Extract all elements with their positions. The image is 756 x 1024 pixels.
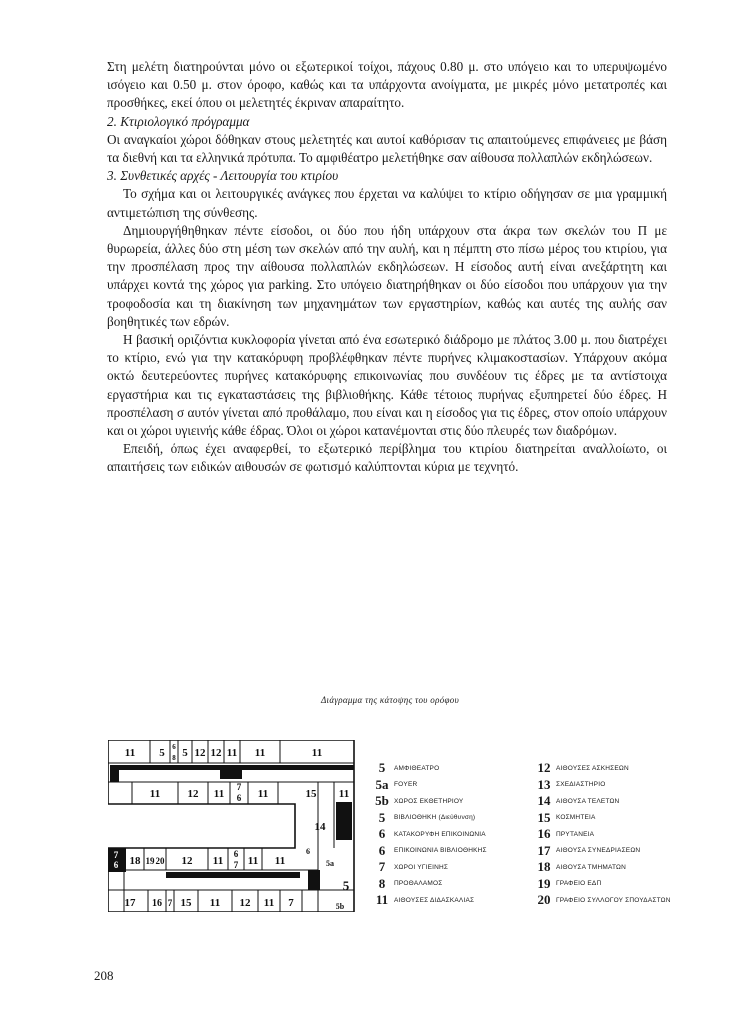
legend-label: ΧΩΡΟΣ ΕΚΘΕΤΗΡΙΟΥ [394,797,464,805]
plan-label: 8 [172,754,176,762]
legend-number: 17 [537,842,551,858]
paragraph: Οι αναγκαίοι χώροι δόθηκαν στους μελετητές και αυτοί καθόρισαν τις απαιτούμενες επιφάνειες με βάση τα διεθνή και τα ελληνικά πρότυπα. Το αμφιθέατρο μελετήθηκε σαν αίθουσα πολλαπλών εκδηλώσεων. [107,131,667,166]
legend-number: 19 [537,875,551,891]
plan-label: 11 [338,788,350,800]
plan-label: 12 [210,747,222,759]
legend-label: ΚΟΣΜΗΤΕΙΑ [556,814,596,822]
plan-label: 17 [124,897,136,909]
legend-item [532,859,671,876]
paragraph: Στη μελέτη διατηρούνται μόνο οι εξωτερικοί τοίχοι, πάχους 0.80 μ. στο υπόγειο και το υπερυψωμένο ισόγειο και 0.50 μ. στον όροφο, καθώς και τα υπάρχοντα ανοίγματα, με μικρές μόνο μετατροπές και προσθήκες, εκεί όπου οι μελετητές έκριναν απαραίτητο. [107,59,667,111]
legend-number: 20 [537,892,551,908]
plan-label: 12 [187,788,199,800]
floor-plan-diagram [108,740,358,912]
legend-item [370,859,487,876]
legend-item [370,876,487,893]
legend-item [370,892,487,909]
legend-item [532,892,671,909]
legend-label: ΚΑΤΑΚΟΡΥΦΗ ΕΠΙΚΟΙΝΩΝΙΑ [394,830,486,838]
legend-item [370,810,487,827]
plan-label: 12 [194,747,206,759]
legend-right [532,760,671,909]
plan-label: 15 [305,788,317,800]
legend-number: 12 [537,760,551,776]
paragraph: Η βασική οριζόντια κυκλοφορία γίνεται από ένα εσωτερικό διάδρομο με πλάτος 3.00 μ. που διατρέχει το κτίριο, ενώ για την κατακόρυφη προβλέφθηκαν πέντε πυρήνες κλιμακοστασίων. Υπάρχουν ακόμα οκτώ δευτερεύοντες πυρήνες κατακόρυφης επικοινωνίας που συνδέουν τις έδρες με τα αντίστοιχα εργαστήρια και τις εγκαταστάσεις της βιβλιοθήκης. Κάθε τέτοιος πυρήνας εξυπηρετεί δύο έδρες. Η προσπέλαση σ αυτόν γίνεται από προθάλαμο, που είναι και η είσοδος για τις έδρες, στον οποίο υπάρχουν και οι χώροι υγιεινής κάθε έδρας. Όλοι οι χώροι κατανέμονται στις δύο πλευρές των διαδρόμων. [107,332,667,439]
legend-label: ΑΙΘΟΥΣΕΣ ΔΙΔΑΣΚΑΛΙΑΣ [394,896,475,904]
legend-number: 5 [378,809,386,825]
legend-item [532,760,671,777]
legend-item [532,843,671,860]
plan-label: 16 [152,898,162,909]
legend-label: ΑΙΘΟΥΣΑ ΣΥΝΕΔΡΙΑΣΕΩΝ [556,847,641,855]
legend-label: ΣΧΕΔΙΑΣΤΗΡΙΟ [556,781,606,789]
legend-number: 5a [375,776,389,792]
legend-number: 5b [375,793,389,809]
legend-number: 6 [378,842,386,858]
legend-item [532,777,671,794]
legend-number: 8 [378,875,386,891]
plan-label: 5b [335,902,345,911]
legend-label: ΓΡΑΦΕΙΟ ΣΥΛΛΟΓΟΥ ΣΠΟΥΔΑΣΤΩΝ [556,896,671,904]
plan-label: 20 [155,856,165,866]
paragraph: Δημιουργήθηθηκαν πέντε είσοδοι, οι δύο που ήδη υπάρχουν στα άκρα των σκελών του Π με θυρωρεία, άλλες δύο στη μέση των σκελών από την αυλή, και η πέμπτη στο πίσω μέρος του κτιρίου, για την προσπέλαση προς την αίθουσα πολλαπλών εκδηλώσεων. Η είσοδος αυτή είναι ανεξάρτητη και υπάρχει κοντά της χώρος για parking. Στο υπόγειο διατηρήθηκαν οι δύο είσοδοι που υπάρχουν για την τροφοδοσία και τη διακίνηση των μηχανημάτων των εργαστηρίων, καθώς και αυτές της αυλής σαν βοηθητικές των εδρών. [107,222,667,329]
body-text [107,58,667,477]
legend-label: ΠΡΟΘΑΛΑΜΟΣ [394,880,443,888]
legend-item [370,826,487,843]
legend-label: ΓΡΑΦΕΙΟ ΕΔΠ [556,880,602,888]
plan-label: 11 [311,747,323,759]
legend-item [532,793,671,810]
page-number: 208 [94,968,114,983]
plan-label: 6 [306,847,310,856]
plan-label: 6 [113,860,119,870]
plan-label: 7 [167,898,173,908]
plan-label: 11 [209,897,221,909]
plan-label: 11 [212,855,224,867]
plan-label: 6 [172,743,176,751]
plan-label: 15 [180,897,192,909]
plan-label: 11 [254,747,266,759]
legend-number: 5 [378,760,386,776]
legend-number: 15 [537,809,551,825]
plan-label: 12 [181,855,193,867]
legend-left [370,760,487,909]
legend-label: ΑΙΘΟΥΣΕΣ ΑΣΚΗΣΕΩΝ [556,764,629,772]
paragraph: Το σχήμα και οι λειτουργικές ανάγκες που έρχεται να καλύψει το κτίριο οδήγησαν σε μια γραμμική αντιμετώπιση της σύνθεσης. [107,186,667,220]
legend-label: ΑΜΦΙΘΕΑΤΡΟ [394,764,440,772]
legend-label: ΕΠΙΚΟΙΝΩΝΙΑ ΒΙΒΛΙΟΘΗΚΗΣ [394,847,487,855]
legend-number: 7 [378,859,386,875]
section-heading: 3. Συνθετικές αρχές - Λειτουργία του κτιρίου [107,168,339,184]
legend-label: ΑΙΘΟΥΣΑ ΤΕΛΕΤΩΝ [556,797,620,805]
plan-label: 11 [149,788,161,800]
plan-label: 5a [326,859,334,868]
plan-label: 11 [247,855,259,867]
plan-label: 5 [342,878,350,893]
legend-number: 6 [378,826,386,842]
legend-item [532,876,671,893]
legend-item [370,760,487,777]
section-heading: 2. Κτιριολογικό πρόγραμμα [107,113,250,129]
legend-number: 13 [537,776,551,792]
plan-label: 14 [314,821,326,833]
legend-item [532,810,671,827]
plan-label: 5 [159,747,165,759]
legend-label: ΒΙΒΛΙΟΘΗΚΗ (Διεύθυνση) [394,814,476,822]
plan-label: 7 [236,782,242,792]
legend-number: 18 [537,859,551,875]
plan-label: 7 [113,850,119,860]
plan-label: 12 [239,897,251,909]
legend-label: ΧΩΡΟΙ ΥΓΙΕΙΝΗΣ [394,863,449,871]
plan-label: 6 [236,793,242,803]
plan-label: 11 [124,747,136,759]
legend-item [532,826,671,843]
legend-label: ΑΙΘΟΥΣΑ ΤΜΗΜΑΤΩΝ [556,863,627,871]
legend-number: 16 [537,826,551,842]
legend-number: 11 [375,892,389,908]
plan-label: 7 [233,860,239,870]
plan-label: 7 [288,897,294,909]
legend-item [370,843,487,860]
plan-label: 5 [182,747,188,759]
paragraph: Επειδή, όπως έχει αναφερθεί, το εξωτερικό περίβλημα του κτιρίου διατηρείται αναλλοίωτο, οι απαιτήσεις των ειδικών αιθουσών σε φωτισμό καλύπτονται κύρια με τεχνητό. [107,441,667,475]
legend-label: ΠΡΥΤΑΝΕΙΑ [556,830,595,838]
legend-number: 14 [537,793,551,809]
legend-item [370,777,487,794]
plan-label: 18 [129,855,141,867]
plan-label: 19 [145,856,155,866]
plan-label: 11 [213,788,225,800]
legend-item [370,793,487,810]
plan-label: 11 [263,897,275,909]
plan-label: 11 [274,855,286,867]
figure-caption: Διάγραμμα της κάτοψης του ορόφου [320,695,460,705]
plan-label: 11 [257,788,269,800]
plan-label: 11 [226,747,238,759]
legend-label: FOYER [394,781,418,789]
plan-label: 6 [233,849,239,859]
